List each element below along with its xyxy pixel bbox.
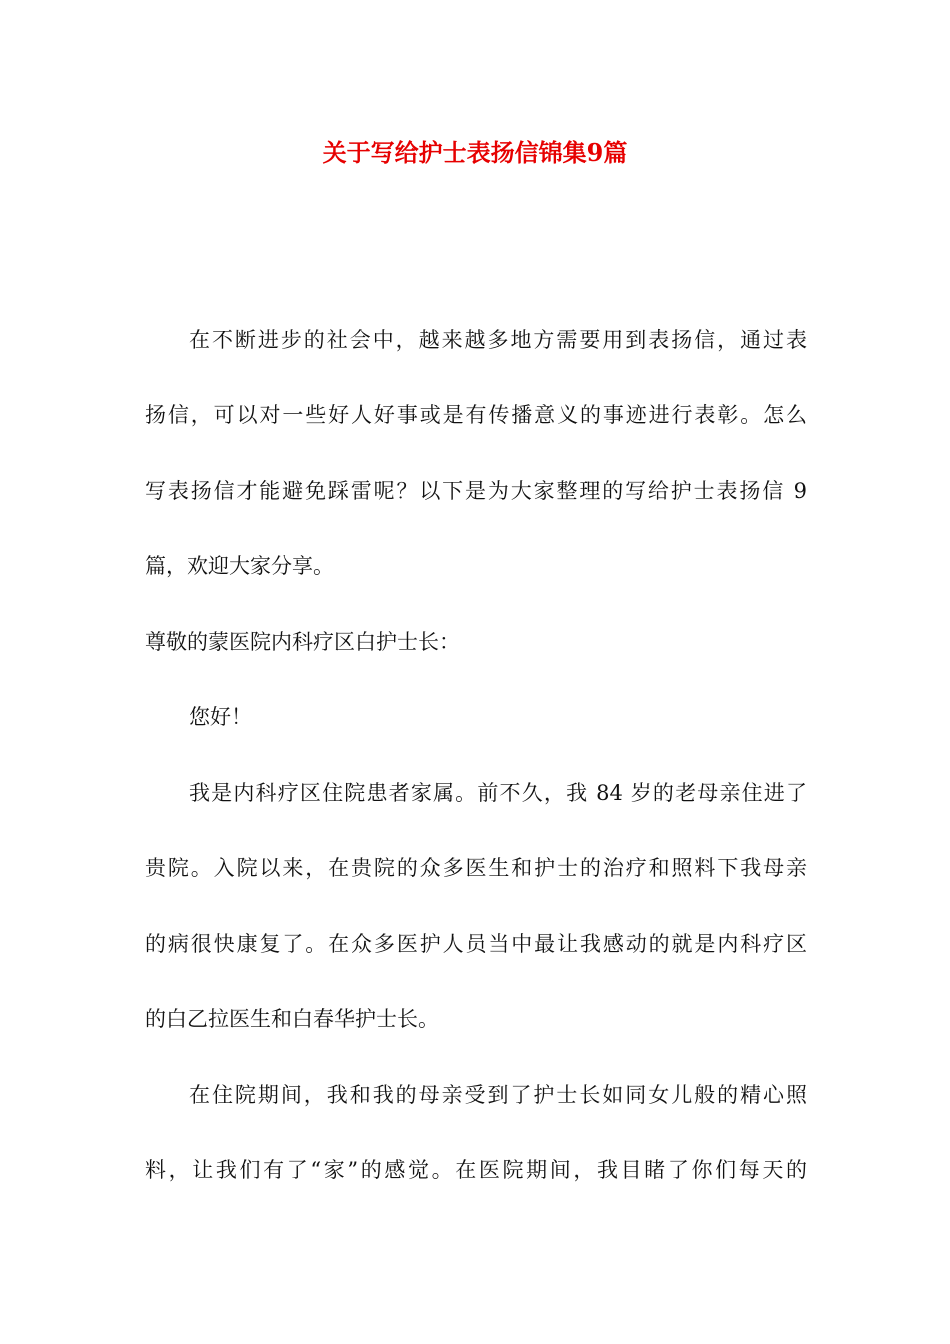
paragraph-line: 在住院期间，我和我的母亲受到了护士长如同女儿般的精心照 xyxy=(189,1083,807,1107)
paragraph-line: 的白乙拉医生和白春华护士长。 xyxy=(145,1007,439,1031)
paragraph-line: 扬信，可以对一些好人好事或是有传播意义的事迹进行表彰。怎么 xyxy=(145,403,807,427)
salutation-line: 尊敬的蒙医院内科疗区白护士长： xyxy=(145,630,460,654)
paragraph-line: 篇，欢迎大家分享。 xyxy=(145,554,334,578)
paragraph-line: 写表扬信才能避免踩雷呢？以下是为大家整理的写给护士表扬信 9 xyxy=(145,479,807,503)
paragraph-line: 的病很快康复了。在众多医护人员当中最让我感动的就是内科疗区 xyxy=(145,932,807,956)
greeting-line: 您好！ xyxy=(189,705,252,729)
document-title: 关于写给护士表扬信锦集9篇 xyxy=(322,138,628,167)
paragraph-line: 贵院。入院以来，在贵院的众多医生和护士的治疗和照料下我母亲 xyxy=(145,856,807,880)
paragraph-line: 在不断进步的社会中，越来越多地方需要用到表扬信，通过表 xyxy=(189,328,807,352)
paragraph-line: 料，让我们有了“家”的感觉。在医院期间，我目睹了你们每天的 xyxy=(145,1158,807,1182)
paragraph-line: 我是内科疗区住院患者家属。前不久，我 84 岁的老母亲住进了 xyxy=(189,781,807,805)
